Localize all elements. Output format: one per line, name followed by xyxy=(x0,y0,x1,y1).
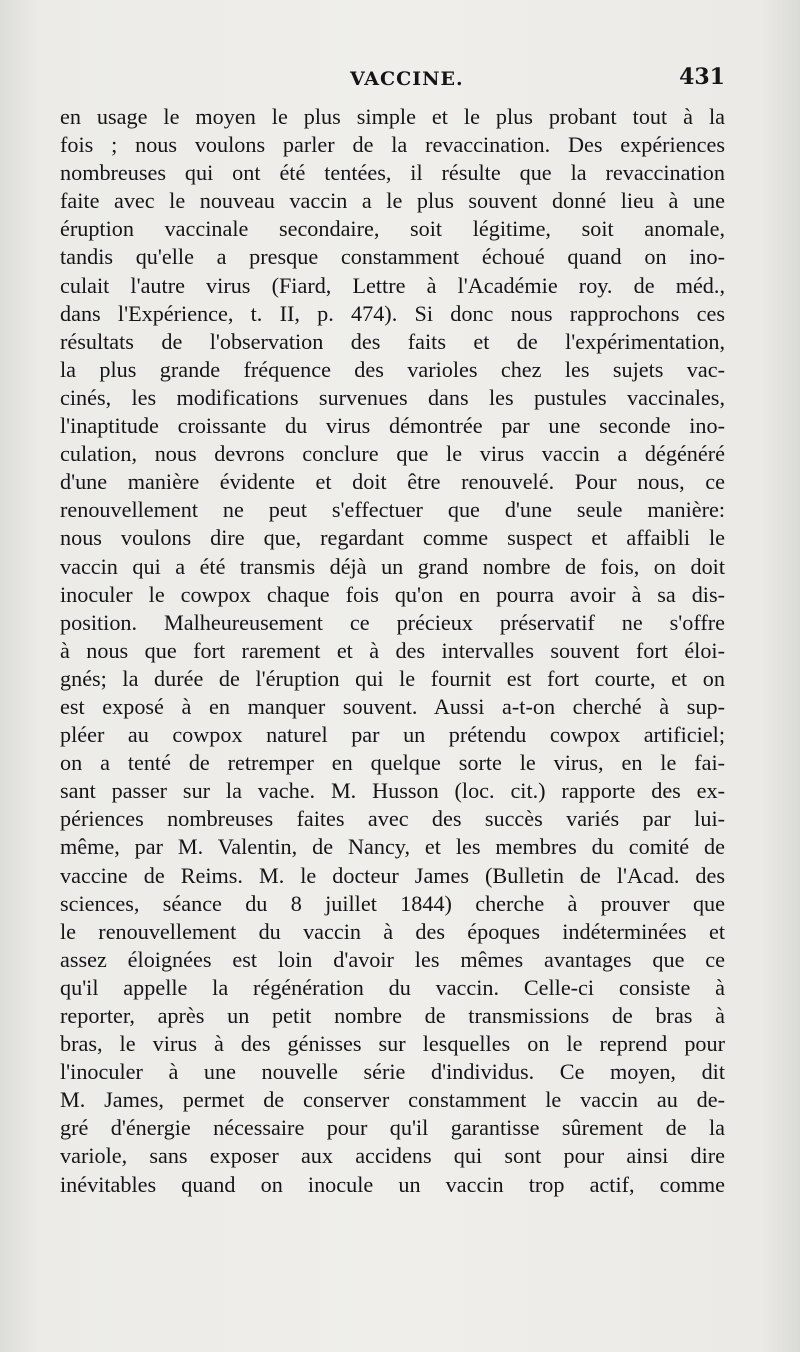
text-line: éruption vaccinale secondaire, soit légitime, soit anomale, xyxy=(60,216,725,242)
page-header xyxy=(60,64,725,98)
text-line: assez éloignées est loin d'avoir les mêmes avantages que ce xyxy=(60,946,725,972)
text-line: culait l'autre virus (Fiard, Lettre à l'Académie roy. de méd., xyxy=(60,272,725,298)
text-line: périences nombreuses faites avec des succès variés par lui- xyxy=(60,806,725,832)
text-line: culation, nous devrons conclure que le virus vaccin a dégénéré xyxy=(60,441,725,467)
text-line: variole, sans exposer aux accidens qui sont pour ainsi dire xyxy=(60,1143,725,1169)
text-line: gré d'énergie nécessaire pour qu'il garantisse sûrement de la xyxy=(60,1115,725,1141)
text-line: d'une manière évidente et doit être renouvelé. Pour nous, ce xyxy=(60,469,725,495)
text-line: est exposé à en manquer souvent. Aussi a-t-on cherché à sup- xyxy=(60,693,725,719)
text-line: fois ; nous voulons parler de la revaccination. Des expériences xyxy=(60,132,725,158)
page-number: 431 xyxy=(679,64,725,90)
text-line: sant passer sur la vache. M. Husson (loc. cit.) rapporte des ex- xyxy=(60,778,725,804)
running-title: VACCINE. xyxy=(350,68,464,90)
text-line: faite avec le nouveau vaccin a le plus souvent donné lieu à une xyxy=(60,188,725,214)
body-text xyxy=(60,103,725,1199)
text-line: la plus grande fréquence des varioles chez les sujets vac- xyxy=(60,356,725,382)
text-line: bras, le virus à des génisses sur lesquelles on le reprend pour xyxy=(60,1031,725,1057)
text-line: résultats de l'observation des faits et de l'expérimentation, xyxy=(60,328,725,354)
text-line: cinés, les modifications survenues dans les pustules vaccinales, xyxy=(60,384,725,410)
text-line: reporter, après un petit nombre de transmissions de bras à xyxy=(60,1003,725,1028)
text-line: position. Malheureusement ce précieux préservatif ne s'offre xyxy=(60,609,725,635)
text-line: gnés; la durée de l'éruption qui le fournit est fort courte, et on xyxy=(60,665,725,691)
text-line: l'inoculer à une nouvelle série d'individus. Ce moyen, dit xyxy=(60,1059,725,1085)
text-line: à nous que fort rarement et à des intervalles souvent fort éloi- xyxy=(60,637,725,663)
text-line: vaccin qui a été transmis déjà un grand nombre de fois, on doit xyxy=(60,553,725,579)
text-line: renouvellement ne peut s'effectuer que d'une seule manière: xyxy=(60,497,725,523)
text-line: nombreuses qui ont été tentées, il résulte que la revaccination xyxy=(60,160,725,186)
text-line: tandis qu'elle a presque constamment échoué quand on ino- xyxy=(60,244,725,270)
text-line: M. James, permet de conserver constamment le vaccin au de- xyxy=(60,1087,725,1113)
text-line: même, par M. Valentin, de Nancy, et les membres du comité de xyxy=(60,834,725,860)
text-line: l'inaptitude croissante du virus démontrée par une seconde ino- xyxy=(60,413,725,439)
text-line: inévitables quand on inocule un vaccin trop actif, comme xyxy=(60,1171,725,1197)
text-line: vaccine de Reims. M. le docteur James (Bulletin de l'Acad. des xyxy=(60,862,725,888)
text-line: inoculer le cowpox chaque fois qu'on en pourra avoir à sa dis- xyxy=(60,581,725,607)
text-line: on a tenté de retremper en quelque sorte le virus, en le fai- xyxy=(60,750,725,776)
text-line: nous voulons dire que, regardant comme suspect et affaibli le xyxy=(60,525,725,551)
text-line: pléer au cowpox naturel par un prétendu cowpox artificiel; xyxy=(60,722,725,748)
text-line: dans l'Expérience, t. II, p. 474). Si donc nous rapprochons ces xyxy=(60,300,725,326)
text-line: qu'il appelle la régénération du vaccin. Celle-ci consiste à xyxy=(60,974,725,1000)
text-line: le renouvellement du vaccin à des époques indéterminées et xyxy=(60,918,725,944)
text-line: en usage le moyen le plus simple et le plus probant tout à la xyxy=(60,104,725,129)
text-line: sciences, séance du 8 juillet 1844) cherche à prouver que xyxy=(60,890,725,916)
